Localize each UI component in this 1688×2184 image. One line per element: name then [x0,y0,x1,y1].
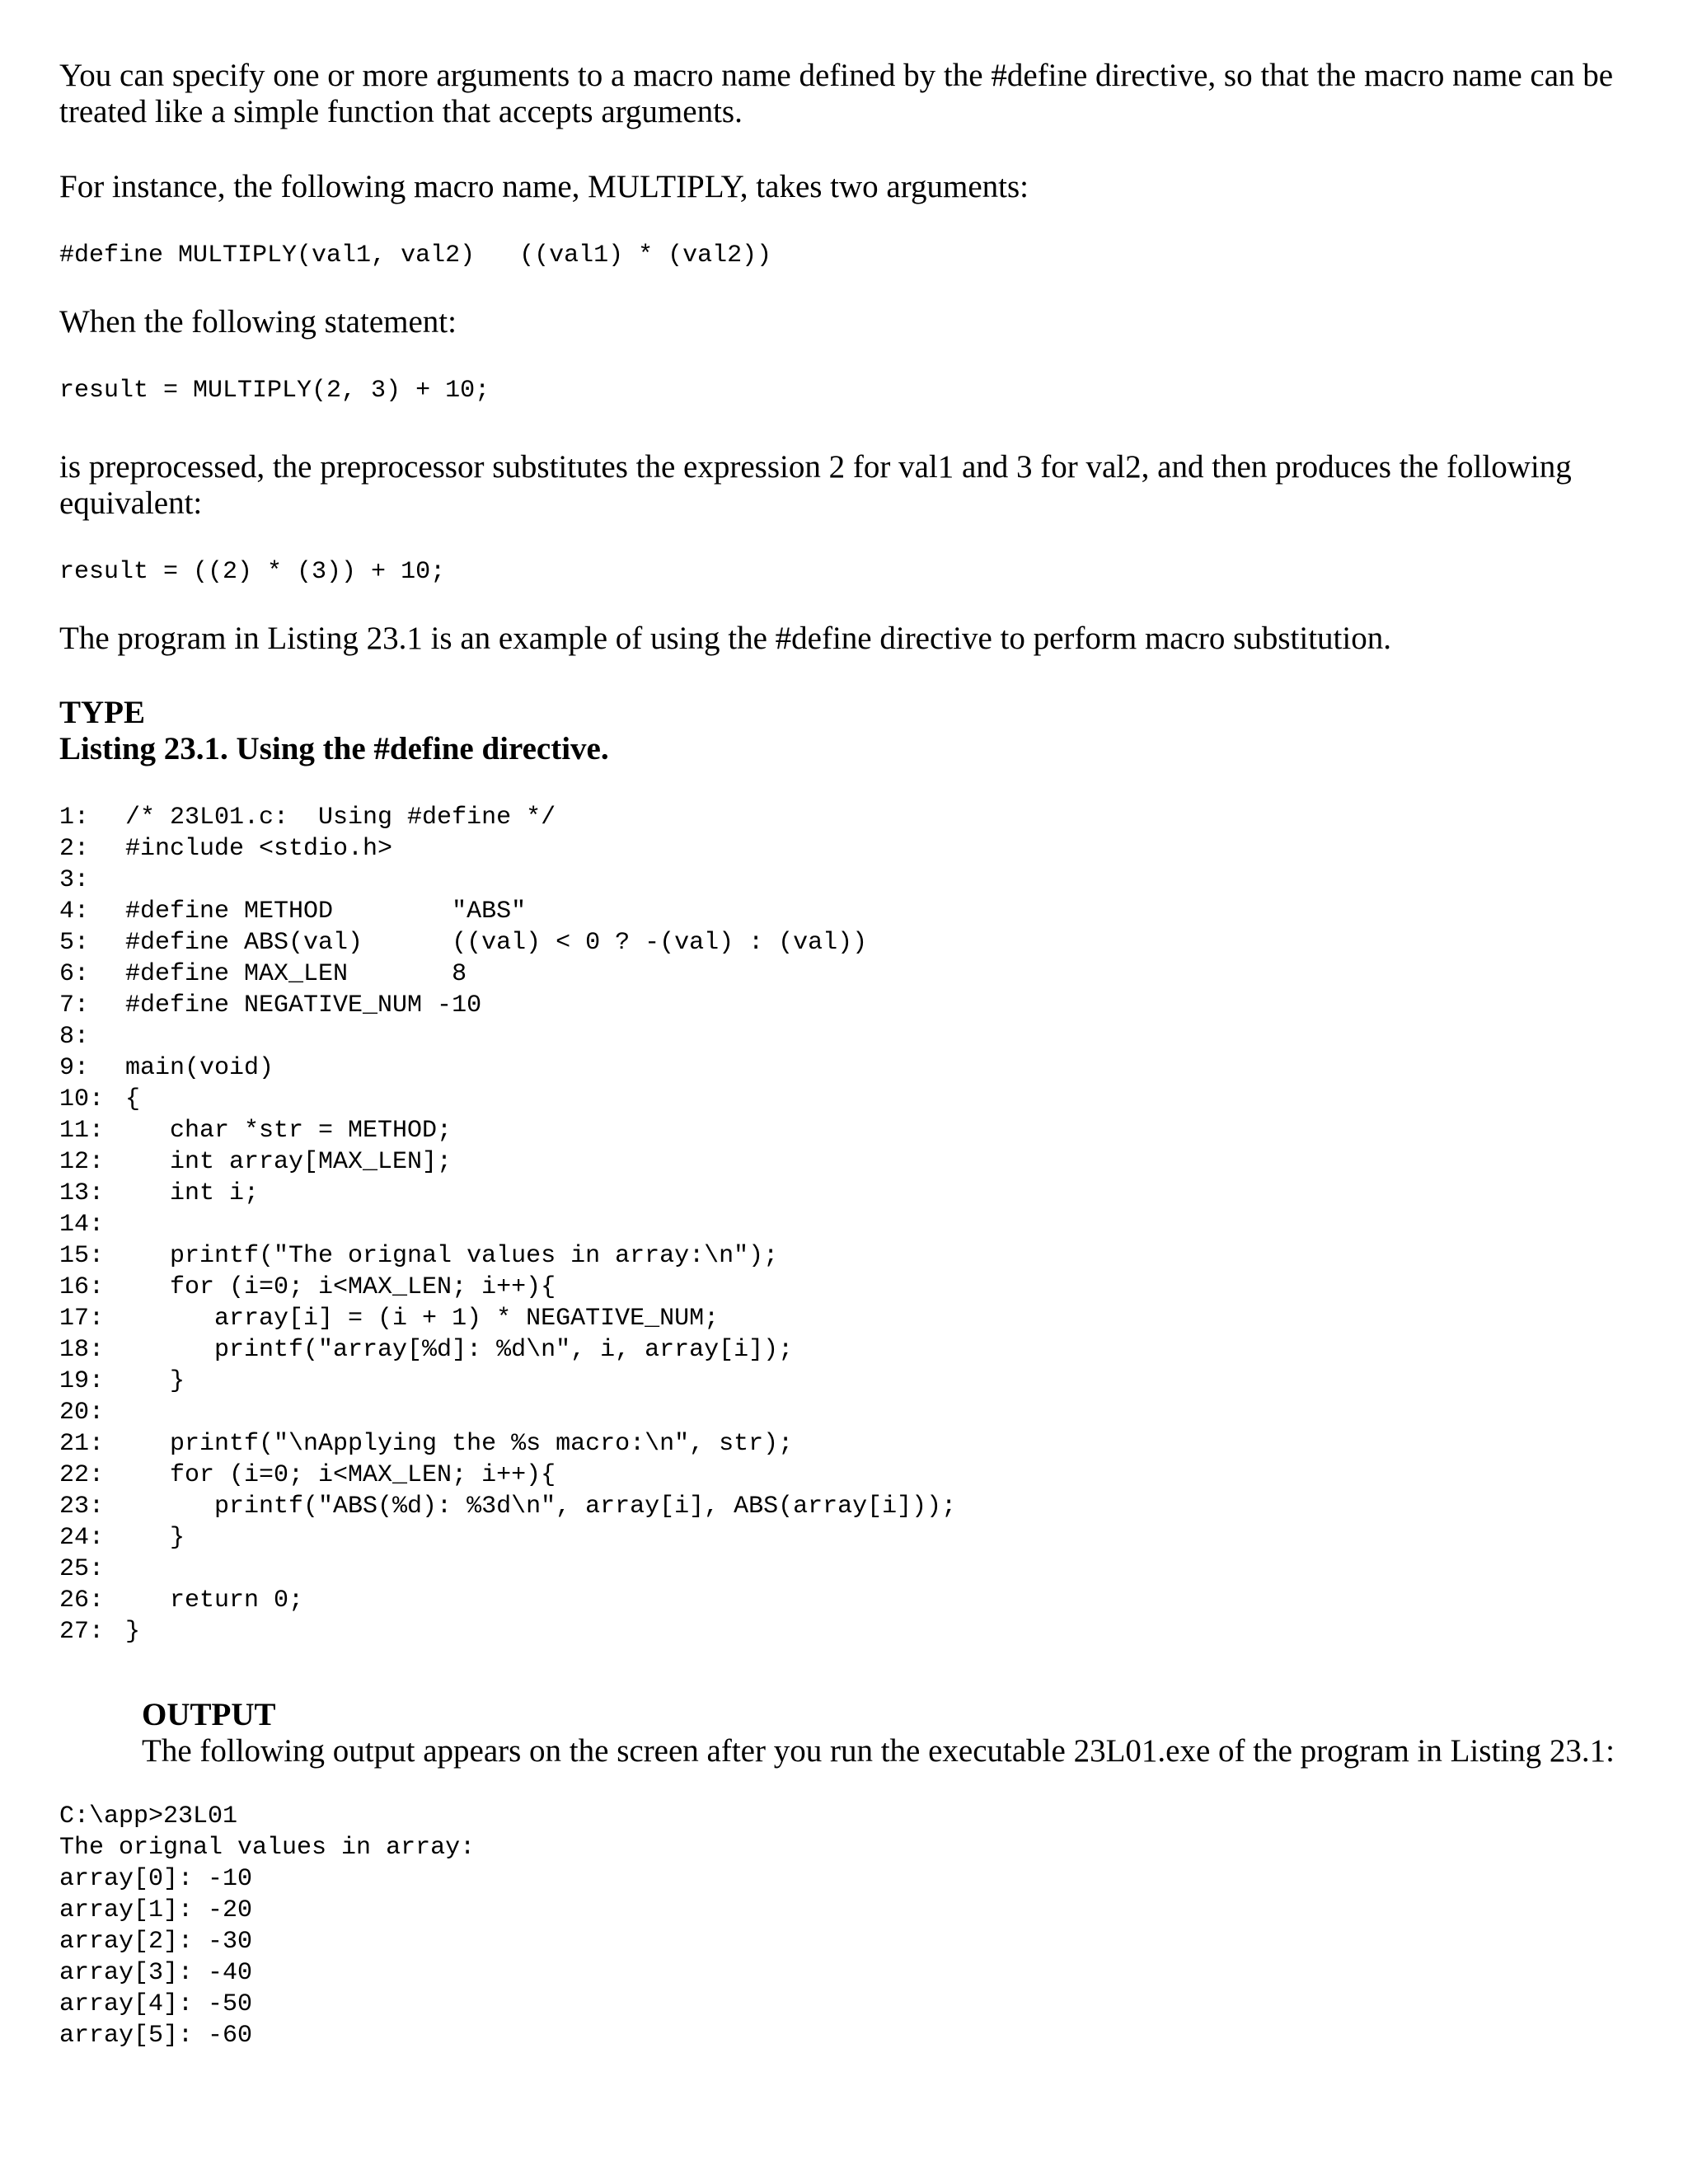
listing-line [59,1146,1642,1178]
program-paragraph: The program in Listing 23.1 is an example of using the #define directive to perform macro substitution. [59,621,1391,656]
listing-line [59,1334,1642,1366]
line-number: 13: [59,1179,105,1207]
line-number: 4: [59,898,90,926]
listing-line [59,1240,1642,1272]
listing-line [59,1428,1642,1460]
line-code: printf("The orignal values in array:\n"); [125,1242,779,1270]
listing-line [59,802,1642,833]
line-number: 1: [59,804,90,832]
listing-line [59,1616,1642,1647]
line-number: 26: [59,1586,105,1615]
line-code: int array[MAX_LEN]; [125,1148,452,1176]
listing-line [59,1303,1642,1334]
type-heading: TYPE [59,695,146,730]
line-number: 6: [59,960,90,988]
listing-line [59,1021,1642,1052]
line-number: 3: [59,866,90,894]
listing-line [59,1522,1642,1554]
line-code: { [125,1085,141,1113]
line-code: } [125,1618,141,1646]
listing-line [59,1272,1642,1303]
line-code: #define MAX_LEN 8 [125,960,467,988]
line-code: #define NEGATIVE_NUM -10 [125,991,482,1019]
line-number: 27: [59,1618,105,1646]
line-number: 2: [59,835,90,863]
console-line: array[4]: -50 [59,1990,253,2018]
line-number: 17: [59,1305,105,1333]
line-code: #define METHOD "ABS" [125,898,527,926]
line-code: printf("array[%d]: %d\n", i, array[i]); [125,1336,794,1364]
line-number: 23: [59,1493,105,1521]
statement-paragraph: When the following statement: [59,304,457,340]
line-number: 9: [59,1054,90,1082]
listing-line [59,1491,1642,1522]
line-code: printf("ABS(%d): %3d\n", array[i], ABS(array[i])); [125,1493,957,1521]
listing-line [59,1209,1642,1240]
console-line: array[5]: -60 [59,2022,253,2050]
code-listing [59,802,1642,1647]
line-number: 25: [59,1555,105,1583]
listing-line [59,1397,1642,1428]
line-number: 10: [59,1085,105,1113]
listing-line [59,1084,1642,1115]
console-line: array[3]: -40 [59,1959,253,1987]
console-line: array[0]: -10 [59,1865,253,1893]
console-line: array[1]: -20 [59,1896,253,1924]
code-result-expanded: result = ((2) * (3)) + 10; [59,558,446,586]
output-heading: OUTPUT [142,1697,276,1732]
listing-line [59,1554,1642,1585]
line-number: 7: [59,991,90,1019]
code-define-multiply: #define MULTIPLY(val1, val2) ((val1) * (val2)) [59,241,772,269]
line-number: 20: [59,1399,105,1427]
line-code: int i; [125,1179,260,1207]
listing-line [59,1460,1642,1491]
line-number: 16: [59,1273,105,1301]
line-code: #include <stdio.h> [125,835,393,863]
code-result-multiply: result = MULTIPLY(2, 3) + 10; [59,377,490,405]
console-line: array[2]: -30 [59,1928,253,1956]
line-code: } [125,1367,185,1395]
line-code: for (i=0; i<MAX_LEN; i++){ [125,1461,556,1489]
line-code: /* 23L01.c: Using #define */ [125,804,556,832]
line-number: 19: [59,1367,105,1395]
document-page [59,58,1642,2051]
listing-line [59,1178,1642,1209]
console-line: C:\app>23L01 [59,1802,238,1830]
line-code: printf("\nApplying the %s macro:\n", str); [125,1430,794,1458]
listing-line [59,1585,1642,1616]
line-number: 24: [59,1524,105,1552]
listing-line [59,1366,1642,1397]
listing-title: Listing 23.1. Using the #define directive. [59,731,609,766]
line-code: char *str = METHOD; [125,1117,452,1145]
line-number: 11: [59,1117,105,1145]
listing-line [59,1115,1642,1146]
listing-line [59,1052,1642,1084]
line-number: 5: [59,929,90,957]
listing-line [59,896,1642,927]
line-number: 22: [59,1461,105,1489]
line-number: 14: [59,1211,105,1239]
listing-line [59,865,1642,896]
line-number: 15: [59,1242,105,1270]
instance-paragraph: For instance, the following macro name, MULTIPLY, takes two arguments: [59,169,1029,204]
line-code: return 0; [125,1586,304,1615]
output-section [142,1697,1642,1769]
line-number: 18: [59,1336,105,1364]
line-code: for (i=0; i<MAX_LEN; i++){ [125,1273,556,1301]
listing-line [59,990,1642,1021]
line-code: } [125,1524,185,1552]
intro-paragraph: You can specify one or more arguments to a macro name defined by the #define directive, so that the macro name can be treated like a simple function that accepts arguments. [59,58,1614,129]
line-code: main(void) [125,1054,274,1082]
preprocessed-paragraph: is preprocessed, the preprocessor substitutes the expression 2 for val1 and 3 for val2, and then produces the following equivalent: [59,449,1572,521]
console-line: The orignal values in array: [59,1834,476,1862]
line-code: #define ABS(val) ((val) < 0 ? -(val) : (val)) [125,929,868,957]
listing-line [59,958,1642,990]
output-paragraph: The following output appears on the screen after you run the executable 23L01.exe of the program in Listing 23.1: [142,1733,1615,1769]
line-code: array[i] = (i + 1) * NEGATIVE_NUM; [125,1305,720,1333]
line-number: 21: [59,1430,105,1458]
listing-line [59,927,1642,958]
line-number: 8: [59,1023,90,1051]
listing-line [59,833,1642,865]
console-output [59,1801,1642,2051]
line-number: 12: [59,1148,105,1176]
